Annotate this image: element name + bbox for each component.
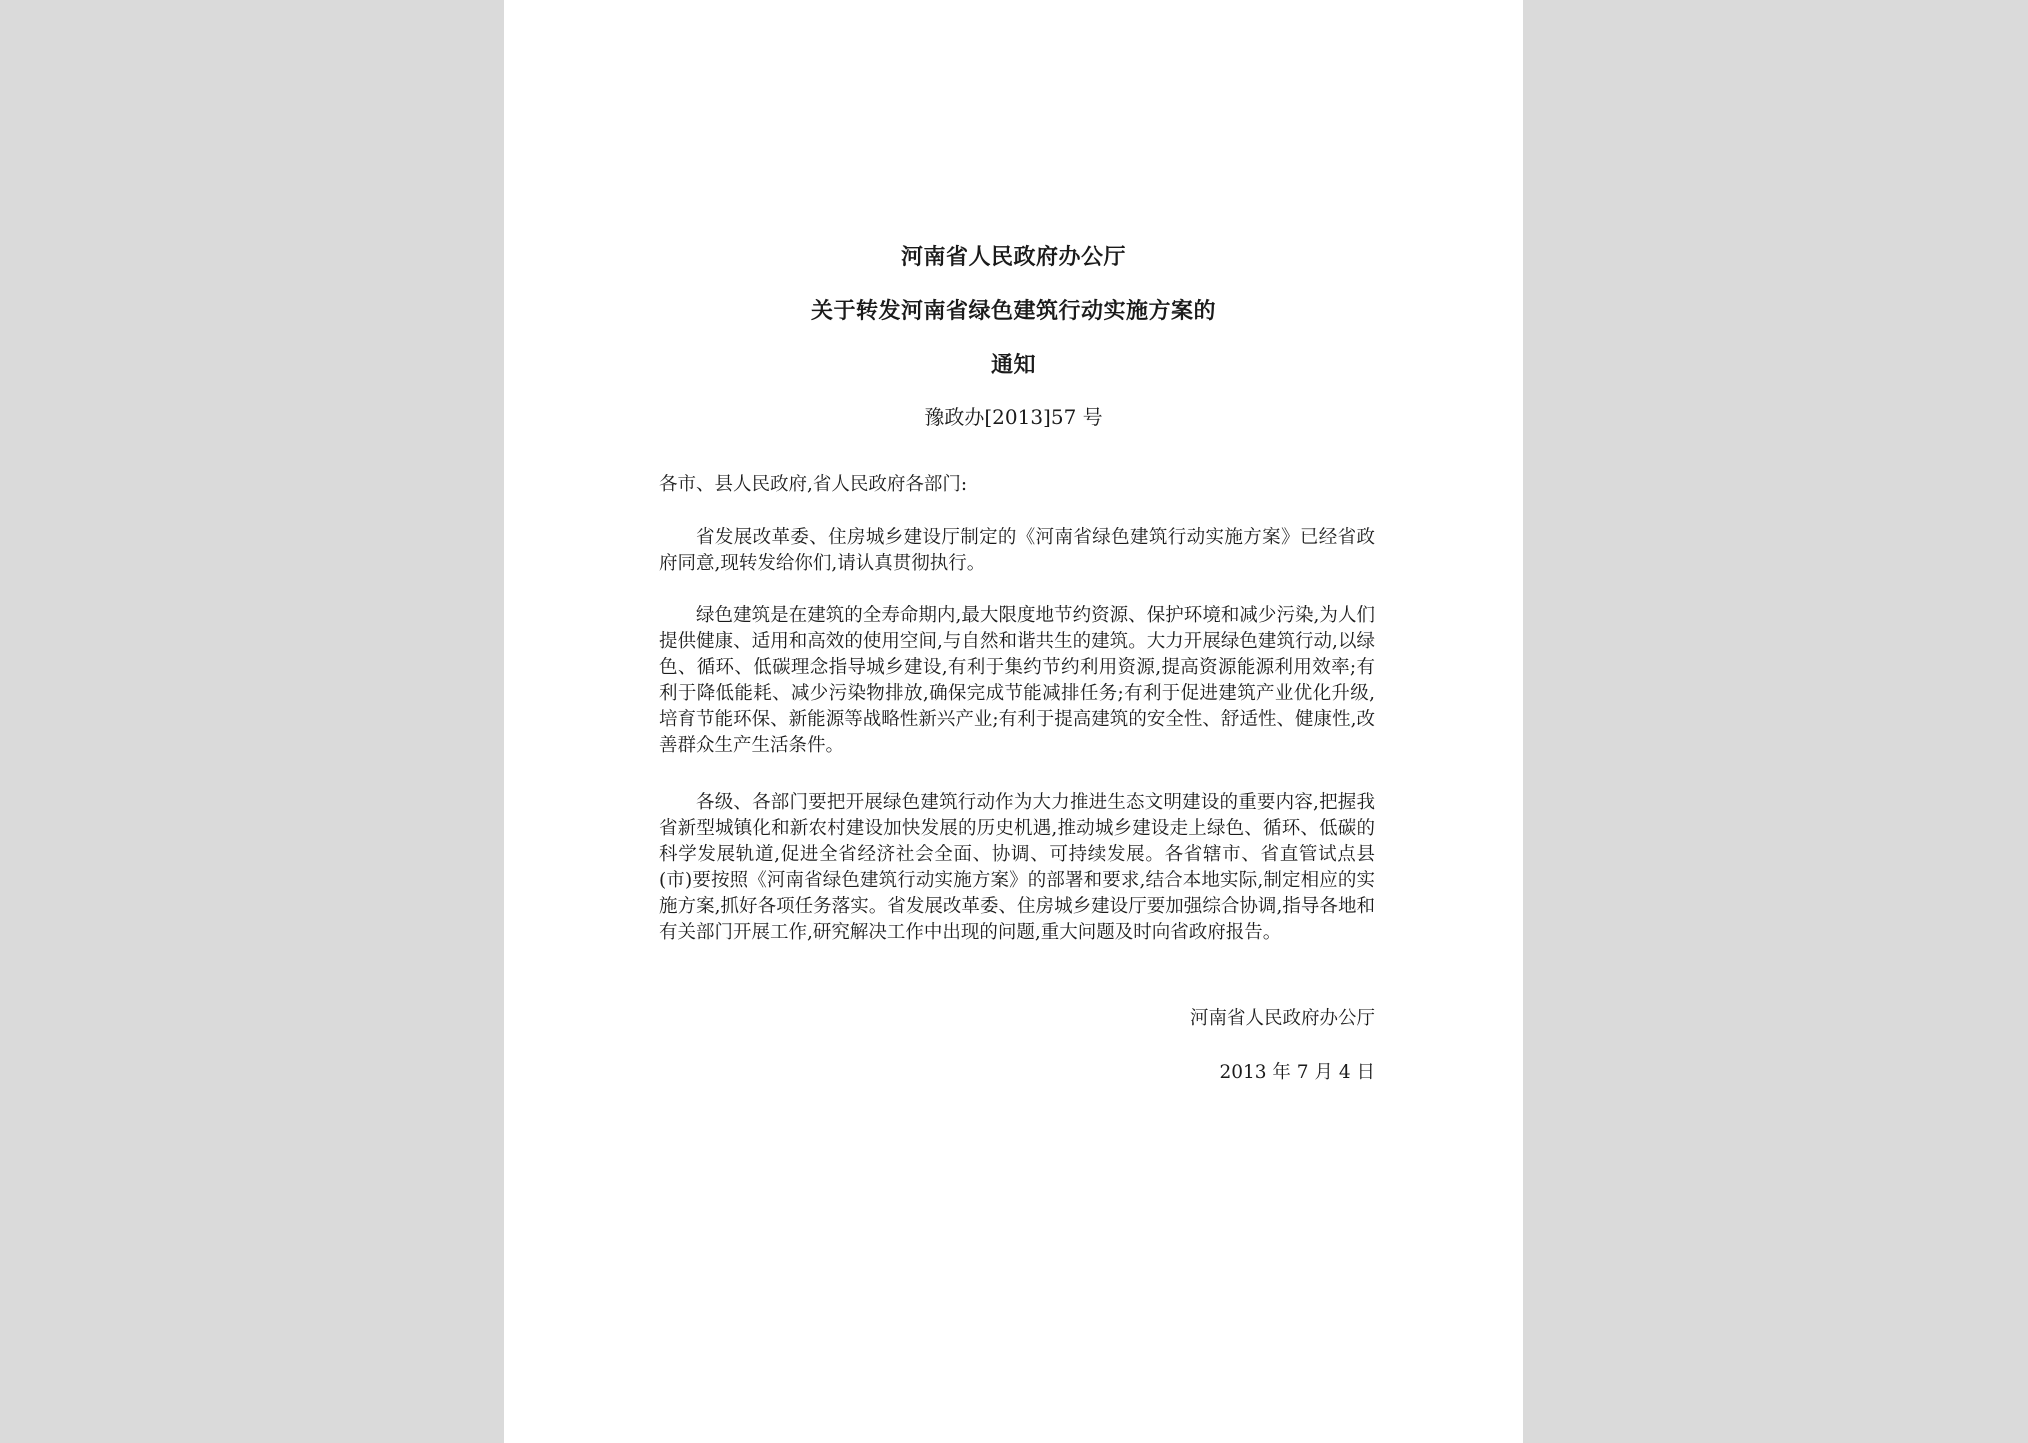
document-title-subject: 关于转发河南省绿色建筑行动实施方案的 bbox=[810, 298, 1216, 324]
salutation: 各市、县人民政府,省人民政府各部门: bbox=[659, 474, 968, 495]
body-paragraph: 各级、各部门要把开展绿色建筑行动作为大力推进生态文明建设的重要内容,把握我省新型城镇化和新农村建设加快发展的历史机遇,推动城乡建设走上绿色、循环、低碳的科学发展轨道,促进全省经济社会全面、协调、可持续发展。各省辖市、省直管试点县(市)要按照《河南省绿色建筑行动实施方案》的部署和要求,结合本地实际,制定相应的实施方案,抓好各项任务落实。省发展改革委、住房城乡建设厅要加强综合协调,指导各地和有关部门开展工作,研究解决工作中出现的问题,重大问题及时向省政府报告。 bbox=[659, 792, 1375, 943]
signature: 河南省人民政府办公厅 bbox=[1189, 1008, 1375, 1029]
document-title-issuer: 河南省人民政府办公厅 bbox=[900, 244, 1126, 270]
body-paragraph: 绿色建筑是在建筑的全寿命期内,最大限度地节约资源、保护环境和减少污染,为人们提供健康、适用和高效的使用空间,与自然和谐共生的建筑。大力开展绿色建筑行动,以绿色、循环、低碳理念指导城乡建设,有利于集约节约利用资源,提高资源能源利用效率;有利于降低能耗、减少污染物排放,确保完成节能减排任务;有利于促进建筑产业优化升级,培育节能环保、新能源等战略性新兴产业;有利于提高建筑的安全性、舒适性、健康性,改善群众生产生活条件。 bbox=[659, 605, 1375, 756]
body-paragraph: 省发展改革委、住房城乡建设厅制定的《河南省绿色建筑行动实施方案》已经省政府同意,现转发给你们,请认真贯彻执行。 bbox=[659, 527, 1375, 574]
document-title-type: 通知 bbox=[990, 352, 1036, 378]
document-number: 豫政办[2013]57 号 bbox=[924, 405, 1103, 429]
document-page bbox=[504, 0, 1523, 1443]
issue-date: 2013 年 7 月 4 日 bbox=[1219, 1062, 1375, 1083]
